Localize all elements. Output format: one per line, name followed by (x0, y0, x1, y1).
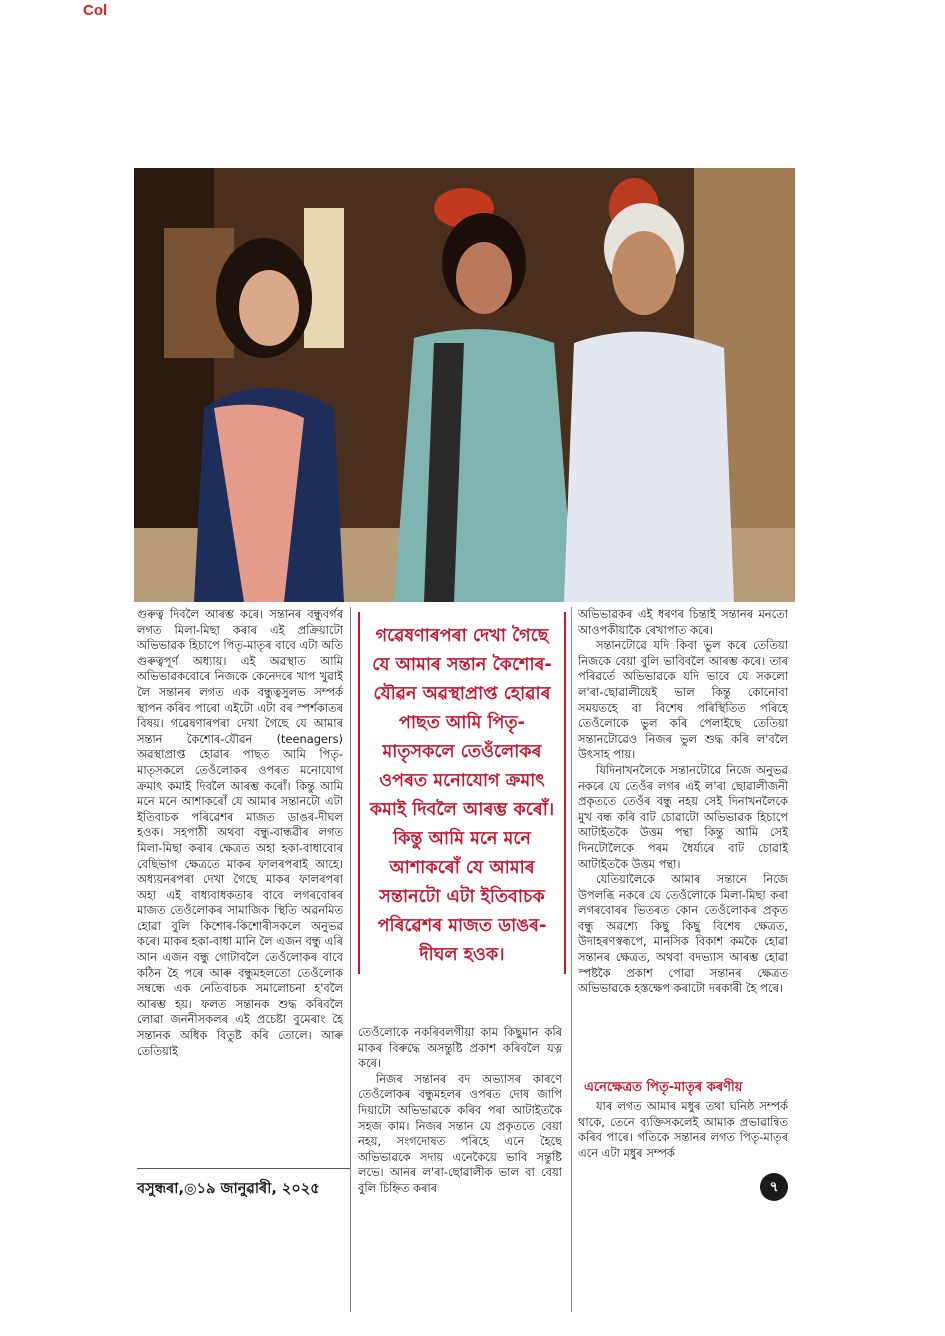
article-column-1 (137, 607, 343, 1162)
column-1-paragraph: গুৰুত্ব দিবলৈ আৰম্ভ কৰে। সন্তানৰ বন্ধুবৰ্গৰ লগত মিলা-মিছা কৰাৰ এই প্ৰক্ৰিয়াটো অভিভাৱক হিচাপে পিতৃ-মাতৃৰ বাবে এটা অতি গুৰুত্বপূৰ্ণ অধ্যায়। এই অৱস্থাত আমি অভিভাৱকবোৰে নিজকে কেনেদৰে খাপ খুৱাই লৈ সন্তানৰ লগত এক বন্ধুত্বসুলভ সম্পৰ্ক স্থাপন কৰিব পাৰো এইটো এটা বৰ স্পৰ্শকাতৰ বিষয়। গৱেষণাৰপৰা দেখা গৈছে যে আমাৰ সন্তান কৈশোৰ-যৌৱন (teenagers) অৱস্থাপ্ৰাপ্ত হোৱাৰ পাছত আমি পিতৃ-মাতৃসকলে তেওঁলোকৰ ওপৰত মনোযোগ ক্ৰমাৎ কমাই দিবলৈ আৰম্ভ কৰোঁ। কিন্তু আমি মনে মনে আশাকৰোঁ যে আমাৰ সন্তানটো এটা ইতিবাচক পৰিৱেশৰ মাজত ডাঙৰ-দীঘল হওক। সহপাঠী অথবা বন্ধু-বান্ধৱীৰ লগত মিলা-মিছা কৰাৰ ক্ষেত্ৰত অহা হকা-বাধাবোৰ বেছিভাগ ক্ষেত্ৰতে মাকৰ ফালৰপৰাই আহে। অধ্যয়নৰপৰা দেখা গৈছে মাকৰ ফালৰপৰা অহা এই বাধ্যবাধকতাৰ বাবে লগৰবোৰৰ মাজত তেওঁলোকৰ সামাজিক স্থিতি অৱনমিত হোৱা বুলি কিশোৰ-কিশোৰীসকলে অনুভৱ কৰে। মাকৰ হকা-বাধা মানি লৈ এজন বন্ধু এৰি আন এজন বন্ধু গোটাবলৈ তেওঁলোকৰ বাবে কঠিন হৈ পৰে আৰু বন্ধুমহলতো তেওঁলোক সম্বন্ধে এক নেতিবাচক সমালোচনা হ'বলৈ আৰম্ভ হয়। ফলত সন্তানক শুদ্ধ কৰিবলৈ লোৱা জননীসকলৰ এই প্ৰচেষ্টা বুমেৰাং হৈ সন্তানক অধিক বিতুষ্ট কৰি তোলে। আৰু তেতিয়াই (137, 607, 343, 1058)
article-column-3 (578, 607, 788, 1077)
column-divider (350, 607, 351, 1312)
column-3-paragraph: যেতিয়ালৈকে আমাৰ সন্তানে নিজে উপলব্ধি নকৰে যে তেওঁলোকে মিলা-মিছা কৰা লগৰবোৰৰ ভিতৰত কোন তেওঁলোকৰ প্ৰকৃত বন্ধু অৱশ্যে কিছু কিছু বিশেষ ক্ষেত্ৰত, উদাহৰণস্বৰূপে, মানসিক বিকাশ কমকৈ হোৱা সন্তানৰ ক্ষেত্ৰত, অথবা বদভ্যাস আৰম্ভ হোৱা স্পষ্টকৈ প্ৰকাশ পোৱা সন্তানৰ ক্ষেত্ৰত অভিভাৱকে হস্তক্ষেপ কৰাটো দৰকাৰী হৈ পৰে। (578, 872, 788, 996)
column-3-paragraph: অভিভাৱকৰ এই ধৰণৰ চিন্তাই সন্তানৰ মনতো আওপকীয়াকৈ ৰেখাপাত কৰে। (578, 607, 788, 637)
article-photo (134, 168, 795, 602)
column-2-paragraph: নিজৰ সন্তানৰ বদ অভ্যাসৰ কাৰণে তেওঁলোকৰ বন্ধুমহলৰ ওপৰত দোষ জাপি দিয়াটো অভিভাৱকে কৰিব পৰা আটাইতকৈ সহজ কাম। নিজৰ সন্তান যে প্ৰকৃততে বেয়া নহয়, সংগদোষত পৰিহে এনে হৈছে অভিভাৱকে সদায় এনেকৈয়ে ভাবি সন্তুষ্টি লভে। আনৰ ল'ৰা-ছোৱালীক ভাল বা বেয়া বুলি চিহ্নিত কৰাৰ (358, 1071, 562, 1195)
article-column-2 (358, 1025, 562, 1325)
footer-magazine-date: বসুন্ধৰা,◎১৯ জানুৱাৰী, ২০২৫ (137, 1181, 320, 1197)
footer-rule (137, 1168, 350, 1169)
column-3-paragraph: যিদিনাখনলৈকে সন্তানটোৱে নিজে অনুভৱ নকৰে যে তেওঁৰ লগৰ এই ল'ৰা ছোৱালীজনী প্ৰকৃততে তেওঁৰ বন্ধু নহয় সেই দিনাখনলৈকে মুখ বন্ধ কৰি বাট চোৱাটো অভিভাৱক হিচাপে আটাইতকৈ উত্তম পন্থা কিন্তু আমি সেই দিনটোলৈকে পৰম ধৈৰ্য্যৰে বাট চোৱাই আটাইতকৈ উত্তম পন্থা। (578, 762, 788, 871)
corner-tag: Col (83, 2, 108, 19)
article-column-3-continued (578, 1099, 788, 1174)
column-divider (571, 607, 572, 1312)
pull-quote (358, 612, 566, 974)
column-2-paragraph: তেওঁলোকে নকৰিবলগীয়া কাম কিছুমান কৰি মাকৰ বিৰুদ্ধে অসন্তুষ্টি প্ৰকাশ কৰিবলৈ যত্ন কৰে। (358, 1025, 562, 1071)
section-subheading: এনেক্ষেত্ৰত পিতৃ-মাতৃৰ কৰণীয় (584, 1080, 743, 1095)
column-3-paragraph: সন্তানটোৱে যদি কিবা ভুল কৰে তেতিয়া নিজকে বেয়া বুলি ভাবিবলৈ আৰম্ভ কৰে। তাৰ পৰিৱৰ্তে অভিভাৱকে যদি ভাবে যে সকলো ল'ৰা-ছোৱালীয়েই ভাল কিন্তু কোনোবা সময়তহে বা বিশেষ পৰিস্থিতিত পৰিহে তেওঁলোকে ভুল কৰি পেলাইছে তেতিয়া সন্তানটোৱেও নিজৰ ভুল শুদ্ধ কৰি ল'বলৈ উৎসাহ পায়। (578, 638, 788, 762)
family-conversation-illustration (134, 168, 795, 602)
page-number: ৭ (760, 1173, 788, 1201)
column-3-paragraph: যাৰ লগত আমাৰ মধুৰ তথা ঘনিষ্ঠ সম্পৰ্ক থাকে, তেনে ব্যক্তিসকলেই আমাক প্ৰভাৱান্বিত কৰিব পাৰে। গতিকে সন্তানৰ লগত পিতৃ-মাতৃৰ এনে এটা মধুৰ সম্পৰ্ক (578, 1099, 788, 1160)
pull-quote-text: গৱেষণাৰপৰা দেখা গৈছে যে আমাৰ সন্তান কৈশোৰ-যৌৱন অৱস্থাপ্ৰাপ্ত হোৱাৰ পাছত আমি পিতৃ-মাতৃসকলে তেওঁলোকৰ ওপৰত মনোযোগ ক্ৰমাৎ কমাই দিবলৈ আৰম্ভ কৰোঁ। কিন্তু আমি মনে মনে আশাকৰোঁ যে আমাৰ সন্তানটো এটা ইতিবাচক পৰিৱেশৰ মাজত ডাঙৰ-দীঘল হওক। (369, 626, 555, 965)
